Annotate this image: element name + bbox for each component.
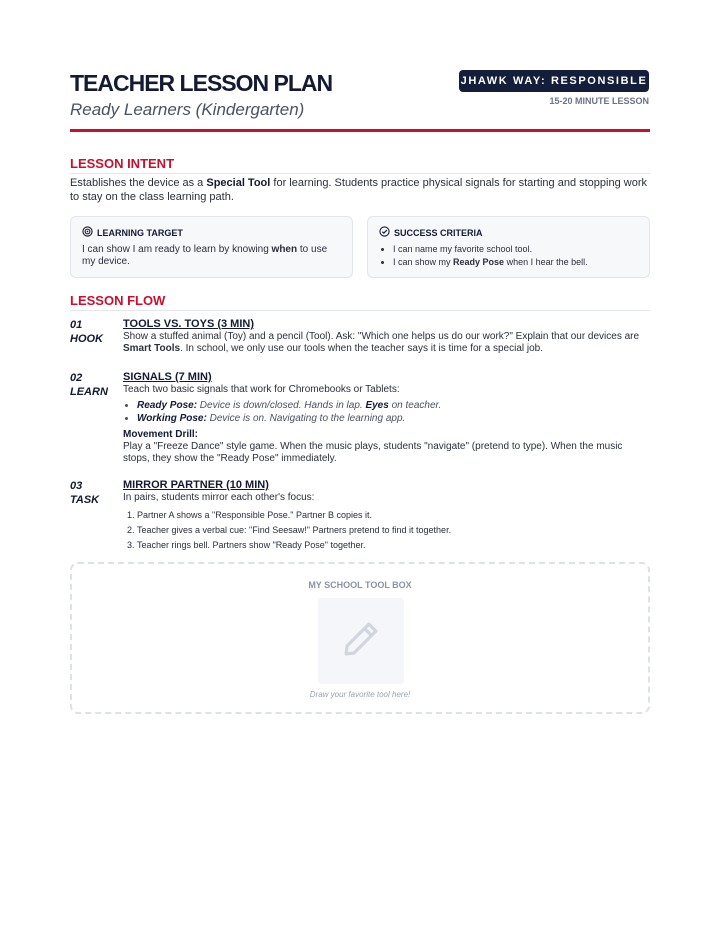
check-circle-icon <box>379 226 390 239</box>
success-criteria-list <box>379 243 638 269</box>
step-intro: Teach two basic signals that work for Chromebooks or Tablets: <box>123 384 400 395</box>
lesson-flow-heading: LESSON FLOW <box>70 293 650 311</box>
pencil-icon <box>340 618 382 665</box>
target-text-part: I can show I am ready to learn by knowing <box>82 244 272 255</box>
learning-target-text <box>82 244 341 268</box>
header-divider <box>70 129 650 132</box>
signal-text: on teacher. <box>388 400 442 411</box>
success-criteria-header <box>379 226 638 239</box>
success-criteria-heading: SUCCESS CRITERIA <box>394 227 483 238</box>
learning-target-header <box>82 226 341 239</box>
tool-box-title: MY SCHOOL TOOL BOX <box>308 580 412 590</box>
criteria-text-part: I can show my <box>393 257 454 267</box>
page-title: TEACHER LESSON PLAN <box>70 70 333 96</box>
header <box>70 70 650 132</box>
lesson-intent-heading: LESSON INTENT <box>70 156 650 174</box>
step-body <box>123 318 650 355</box>
step-intro: In pairs, students mirror each other's focus: <box>123 492 315 503</box>
signal-text: Device is down/closed. Hands in lap. <box>197 400 366 411</box>
step-body <box>123 371 650 465</box>
step-title: SIGNALS (7 MIN) <box>123 371 212 383</box>
signals-list <box>123 399 650 425</box>
criteria-item <box>393 256 638 269</box>
target-text-bold: when <box>271 244 298 255</box>
success-criteria-card <box>367 216 650 278</box>
step-title: TOOLS VS. TOYS (3 MIN) <box>123 318 255 330</box>
step-label: LEARN <box>70 386 108 398</box>
page-subtitle: Ready Learners (Kindergarten) <box>70 100 305 119</box>
step-number: 01 <box>70 319 83 331</box>
signal-item <box>137 399 650 412</box>
hook-text-bold: Smart Tools <box>123 343 181 354</box>
step-label: TASK <box>70 494 100 506</box>
learning-target-card <box>70 216 353 278</box>
step-number: 03 <box>70 480 83 492</box>
lesson-intent-text <box>70 176 650 204</box>
signal-text-bold: Eyes <box>365 400 389 411</box>
step-title: MIRROR PARTNER (10 MIN) <box>123 479 269 491</box>
hook-text-part: Show a stuffed animal (Toy) and a pencil (Tool). Ask: "Which one helps us do our work?" Explain that our devices are <box>123 331 640 342</box>
step-number: 02 <box>70 372 83 384</box>
tool-box-hint: Draw your favorite tool here! <box>309 690 411 699</box>
signal-name: Ready Pose: <box>137 400 198 411</box>
criteria-text-part: when I hear the bell. <box>504 257 588 267</box>
task-step: 2. Teacher gives a verbal cue: "Find Seesaw!" Partners pretend to find it together. <box>137 523 650 538</box>
target-icon <box>82 226 93 239</box>
drawing-area[interactable] <box>318 598 404 684</box>
intent-text-part: for learning. Students practice physical signals for starting and stopping work to stay on the class learning path. <box>70 177 647 203</box>
hook-text-part: . In school, we only use our tools when the teacher says it is time for a special job. <box>180 343 544 354</box>
task-steps-list <box>123 508 650 553</box>
drill-heading: Movement Drill: <box>123 429 199 440</box>
learning-target-heading: LEARNING TARGET <box>97 227 183 238</box>
tool-box-area <box>70 562 650 714</box>
lesson-duration: 15-20 MINUTE LESSON <box>549 96 649 106</box>
criteria-text-bold: Ready Pose <box>453 257 505 267</box>
task-step: 3. Teacher rings bell. Partners show "Ready Pose" together. <box>137 538 650 553</box>
step-text <box>123 331 650 355</box>
drill-text: Play a "Freeze Dance" style game. When the music plays, students "navigate" (pretend to type). When the music stops, they show the "Ready Pose" immediately. <box>123 441 623 464</box>
intent-text-part: Establishes the device as a <box>70 177 207 189</box>
signal-name: Working Pose: <box>137 413 207 424</box>
step-label: HOOK <box>70 333 103 345</box>
signal-text: Device is on. Navigating to the learning app. <box>206 413 406 424</box>
value-badge: JHAWK WAY: RESPONSIBLE <box>459 70 649 92</box>
task-step: 1. Partner A shows a "Responsible Pose." Partner B copies it. <box>137 508 650 523</box>
signal-item <box>137 412 650 425</box>
criteria-item: • I can name my favorite school tool. <box>393 243 638 256</box>
target-text-part: to use my device. <box>82 244 328 267</box>
intent-text-bold: Special Tool <box>206 177 271 189</box>
step-body <box>123 479 650 553</box>
